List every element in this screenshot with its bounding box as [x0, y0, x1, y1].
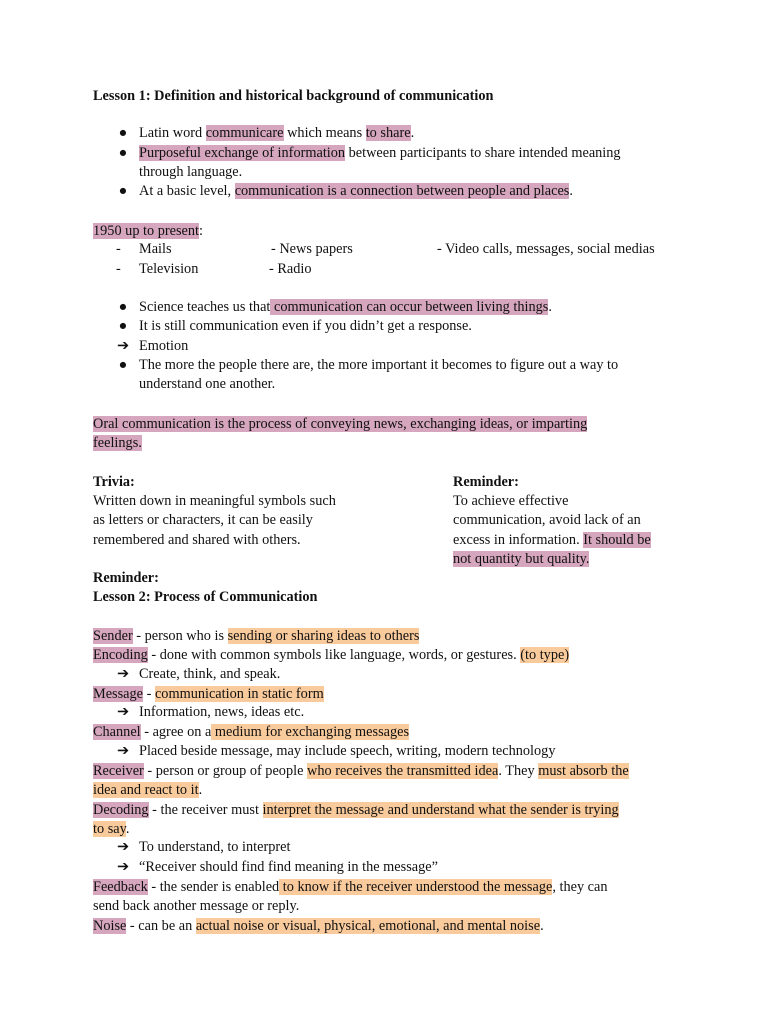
- bullet-more-people: The more the people there are, the more important it becomes to figure out a way to: [139, 357, 619, 373]
- lesson2-title: Lesson 2: Process of Communication: [93, 589, 318, 605]
- decoding-detail: To understand, to interpret: [139, 839, 291, 855]
- media-item: - News papers: [271, 241, 353, 257]
- term-feedback-cont: send back another message or reply.: [93, 898, 300, 914]
- arrow-emotion: Emotion: [139, 338, 189, 354]
- trivia-heading: Trivia:: [93, 474, 135, 490]
- bullet-icon: ●: [118, 299, 128, 315]
- arrow-icon: ➔: [117, 704, 129, 720]
- reminder-text: To achieve effective: [453, 493, 569, 509]
- arrow-icon: ➔: [117, 743, 129, 759]
- bullet-science: Science teaches us that communication can occur between living things.: [139, 299, 552, 315]
- media-item: - Video calls, messages, social medias: [437, 241, 655, 257]
- trivia-text: remembered and shared with others.: [93, 532, 301, 548]
- oral-definition-cont: feelings.: [93, 435, 142, 451]
- reminder-text: excess in information. It should be: [453, 532, 651, 548]
- bullet-purposeful-exchange: Purposeful exchange of information between participants to share intended meaning: [139, 145, 621, 161]
- bullet-purposeful-exchange-cont: through language.: [139, 164, 243, 180]
- arrow-icon: ➔: [117, 859, 129, 875]
- reminder-text: communication, avoid lack of an: [453, 512, 641, 528]
- message-detail: Information, news, ideas etc.: [139, 704, 305, 720]
- term-feedback: Feedback - the sender is enabled to know if the receiver understood the message, they can: [93, 879, 608, 895]
- media-item: - Radio: [269, 261, 312, 277]
- dash-icon: -: [116, 261, 121, 277]
- term-receiver-cont: idea and react to it.: [93, 782, 203, 798]
- trivia-text: Written down in meaningful symbols such: [93, 493, 336, 509]
- term-decoding-cont: to say.: [93, 821, 130, 837]
- decoding-detail: “Receiver should find find meaning in the message”: [139, 859, 438, 875]
- arrow-icon: ➔: [117, 338, 129, 354]
- trivia-text: as letters or characters, it can be easily: [93, 512, 313, 528]
- bullet-icon: ●: [118, 145, 128, 161]
- term-receiver: Receiver - person or group of people who receives the transmitted idea. They must absorb the: [93, 763, 629, 779]
- media-item: Mails: [139, 241, 172, 257]
- lesson1-title: Lesson 1: Definition and historical background of communication: [93, 88, 494, 104]
- term-noise: Noise - can be an actual noise or visual, physical, emotional, and mental noise.: [93, 918, 544, 934]
- term-encoding: Encoding - done with common symbols like language, words, or gestures. (to type): [93, 647, 570, 663]
- term-sender: Sender - person who is sending or sharing ideas to others: [93, 628, 420, 644]
- term-message: Message - communication in static form: [93, 686, 324, 702]
- bullet-icon: ●: [118, 357, 128, 373]
- media-item: Television: [139, 261, 199, 277]
- bullet-icon: ●: [118, 183, 128, 199]
- bullet-no-response: It is still communication even if you didn’t get a response.: [139, 318, 472, 334]
- reminder-heading: Reminder:: [453, 474, 519, 490]
- channel-detail: Placed beside message, may include speech, writing, modern technology: [139, 743, 556, 759]
- encoding-detail: Create, think, and speak.: [139, 666, 281, 682]
- dash-icon: -: [116, 241, 121, 257]
- oral-definition: Oral communication is the process of conveying news, exchanging ideas, or imparting: [93, 416, 588, 432]
- reminder-text: not quantity but quality.: [453, 551, 590, 567]
- bullet-more-people-cont: understand one another.: [139, 376, 276, 392]
- bullet-icon: ●: [118, 318, 128, 334]
- bullet-icon: ●: [118, 125, 128, 141]
- reminder2-heading: Reminder:: [93, 570, 159, 586]
- bullet-latin-word: Latin word communicare which means to share.: [139, 125, 415, 141]
- term-decoding: Decoding - the receiver must interpret the message and understand what the sender is trying: [93, 802, 619, 818]
- era-label: 1950 up to present:: [93, 223, 204, 239]
- term-channel: Channel - agree on a medium for exchanging messages: [93, 724, 410, 740]
- bullet-basic-level: At a basic level, communication is a connection between people and places.: [139, 183, 573, 199]
- arrow-icon: ➔: [117, 839, 129, 855]
- arrow-icon: ➔: [117, 666, 129, 682]
